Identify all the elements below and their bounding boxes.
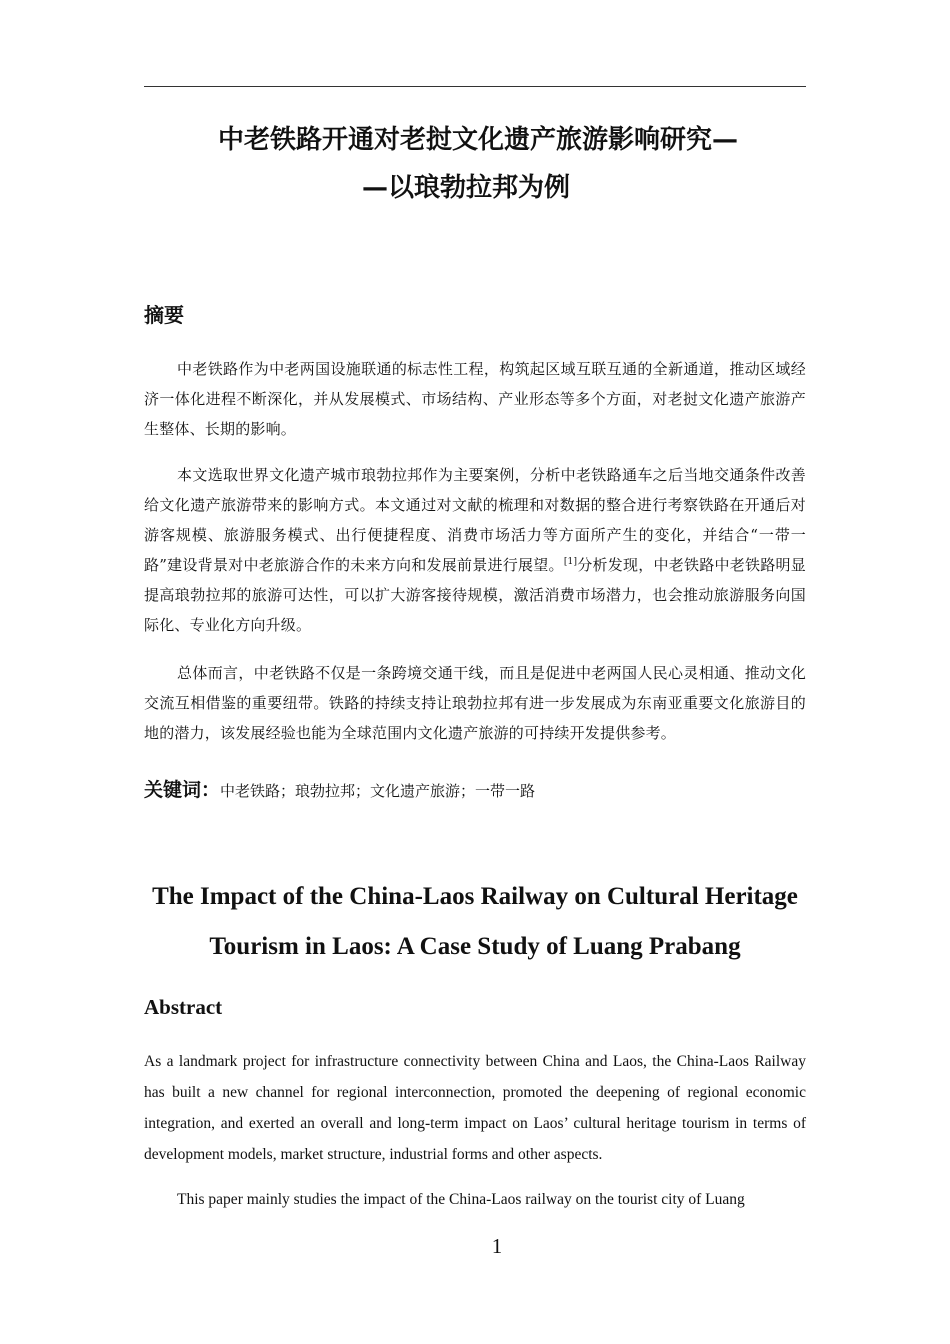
chinese-abstract-paragraph-2-part-2: 分析发现，中老铁路中老铁路明显提高琅勃拉邦的旅游可达性，可以扩大游客接待规模，激活消费市场潜力，也会推动旅游服务向国际化、专业化方向升级。 — [144, 556, 806, 634]
chinese-abstract-paragraph-2 — [144, 460, 806, 640]
header-rule — [144, 86, 806, 87]
chinese-title-line-2: —以琅勃拉邦为例 — [362, 173, 571, 203]
english-abstract-paragraph-2: This paper mainly studies the impact of the China-Laos railway on the tourist city of Luang — [177, 1191, 745, 1208]
chinese-title — [144, 116, 806, 212]
page-number: 1 — [491, 1234, 503, 1258]
english-title — [120, 872, 830, 972]
chinese-keywords — [144, 774, 806, 807]
keywords-list: 中老铁路；琅勃拉邦；文化遗产旅游；一带一路 — [220, 782, 536, 800]
english-title-line-1: The Impact of the China-Laos Railway on Cultural Heritage — [152, 883, 798, 910]
keywords-label: 关键词： — [144, 779, 221, 801]
english-title-line-2: Tourism in Laos: A Case Study of Luang Prabang — [209, 933, 741, 960]
chinese-title-line-1: 中老铁路开通对老挝文化遗产旅游影响研究— — [218, 125, 739, 155]
chinese-abstract-paragraph-1: 中老铁路作为中老两国设施联通的标志性工程，构筑起区域互联互通的全新通道，推动区域经济一体化进程不断深化，并从发展模式、市场结构、产业形态等多个方面，对老挝文化遗产旅游产生整体、长期的影响。 — [144, 360, 806, 438]
english-abstract-heading: Abstract — [144, 995, 223, 1019]
chinese-abstract-paragraph-3: 总体而言，中老铁路不仅是一条跨境交通干线，而且是促进中老两国人民心灵相通、推动文化交流互相借鉴的重要纽带。铁路的持续支持让琅勃拉邦有进一步发展成为东南亚重要文化旅游目的地的潜力，该发展经验也能为全球范围内文化遗产旅游的可持续开发提供参考。 — [144, 664, 806, 742]
chinese-abstract-heading: 摘要 — [144, 303, 184, 327]
citation-reference: [1] — [563, 557, 578, 567]
chinese-abstract-paragraph-2-part-1: 本文选取世界文化遗产城市琅勃拉邦作为主要案例，分析中老铁路通车之后当地交通条件改善给文化遗产旅游带来的影响方式。本文通过对文献的梳理和对数据的整合进行考察铁路在开通后对游客规模、旅游服务模式、出行便捷程度、消费市场活力等方面所产生的变化，并结合“一带一路”建设背景对中老旅游合作的未来方向和发展前景进行展望。 — [144, 466, 806, 574]
english-abstract-paragraph-1: As a landmark project for infrastructure connectivity between China and Laos, the China-Laos Railway has built a new channel for regional interconnection, promoted the deepening of regional economic integration, and exerted an overall and long-term impact on Laos’ cultural heritage tourism in terms of development models, market structure, industrial forms and other aspects. — [144, 1053, 806, 1163]
